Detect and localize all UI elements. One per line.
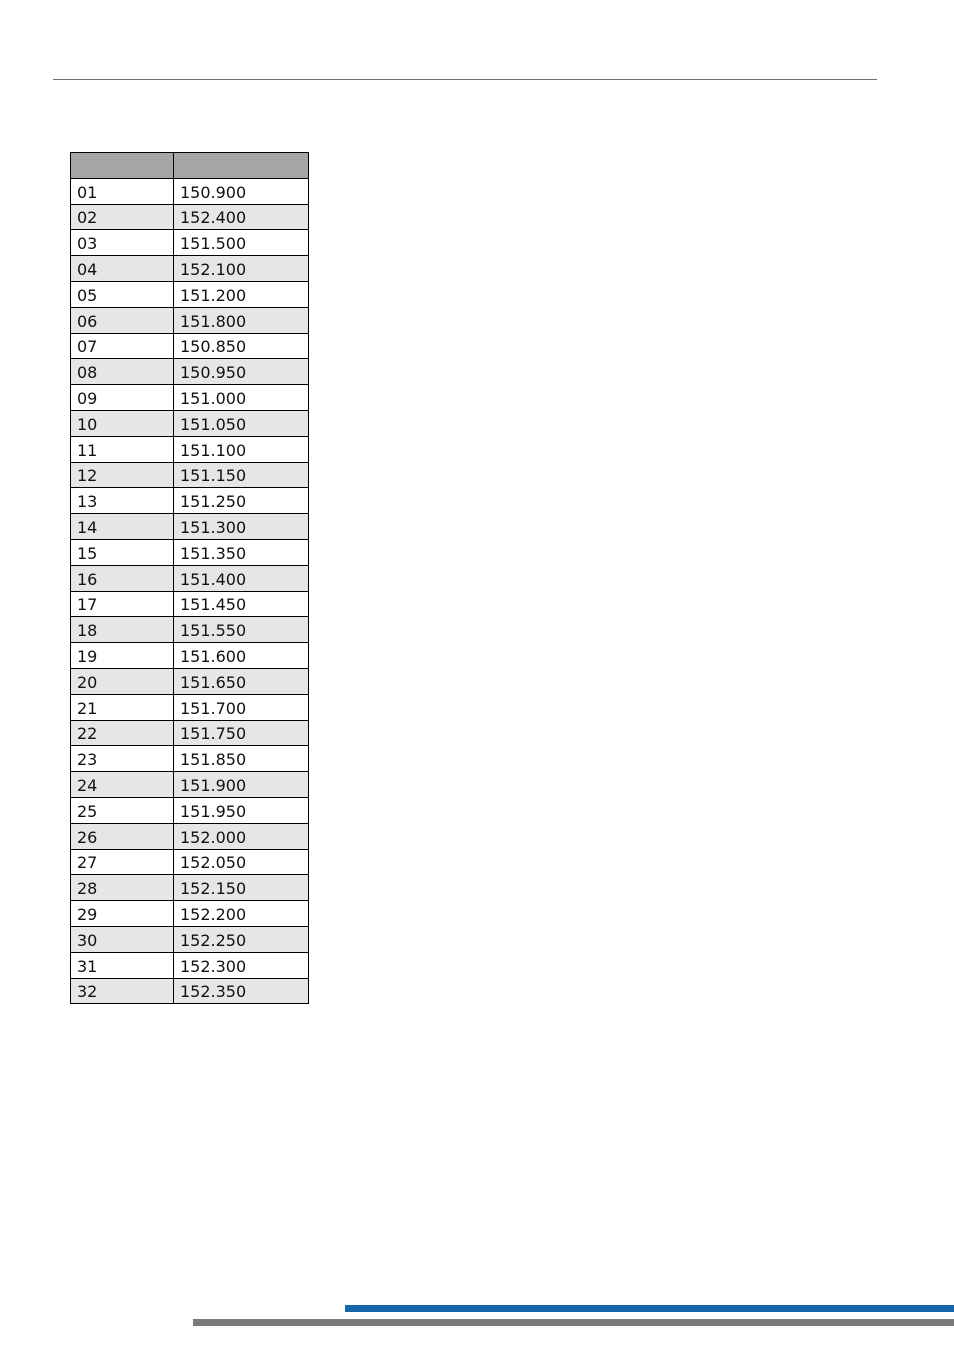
channel-number-cell: 21 [71,694,174,720]
table-row [71,256,309,282]
frequency-cell: 151.400 [174,565,309,591]
table-row [71,849,309,875]
channel-number-cell: 13 [71,488,174,514]
footer-gray-bar [193,1319,954,1326]
channel-number-cell: 22 [71,720,174,746]
table-row [71,410,309,436]
channel-number-cell: 03 [71,230,174,256]
frequency-cell: 151.800 [174,307,309,333]
table-row [71,952,309,978]
channel-number-cell: 16 [71,565,174,591]
frequency-cell: 152.000 [174,823,309,849]
channel-number-cell: 06 [71,307,174,333]
frequency-cell: 151.100 [174,436,309,462]
channel-number-cell: 23 [71,746,174,772]
frequency-cell: 151.550 [174,617,309,643]
table-row [71,385,309,411]
header-divider [53,79,877,80]
frequency-cell: 151.200 [174,281,309,307]
channel-number-cell: 07 [71,333,174,359]
frequency-cell: 151.300 [174,514,309,540]
table-row [71,668,309,694]
table-header-row [71,153,309,179]
channel-number-cell: 04 [71,256,174,282]
frequency-cell: 150.900 [174,178,309,204]
frequency-cell: 151.700 [174,694,309,720]
channel-number-cell: 26 [71,823,174,849]
table-row [71,359,309,385]
channel-number-cell: 15 [71,539,174,565]
column-header-channel [71,153,174,179]
channel-number-cell: 27 [71,849,174,875]
channel-number-cell: 01 [71,178,174,204]
table-row [71,178,309,204]
frequency-cell: 151.150 [174,462,309,488]
frequency-cell: 152.400 [174,204,309,230]
channel-number-cell: 30 [71,926,174,952]
channel-number-cell: 18 [71,617,174,643]
frequency-cell: 150.950 [174,359,309,385]
table-row [71,591,309,617]
channel-number-cell: 28 [71,875,174,901]
table-row [71,926,309,952]
frequency-cell: 151.350 [174,539,309,565]
frequency-cell: 151.950 [174,797,309,823]
channel-number-cell: 17 [71,591,174,617]
table-row [71,307,309,333]
channel-number-cell: 05 [71,281,174,307]
table-row [71,746,309,772]
channel-number-cell: 12 [71,462,174,488]
table-row [71,694,309,720]
table-row [71,204,309,230]
table-row [71,901,309,927]
table-row [71,281,309,307]
table-row [71,462,309,488]
table-row [71,643,309,669]
frequency-cell: 151.250 [174,488,309,514]
frequency-cell: 151.650 [174,668,309,694]
channel-number-cell: 31 [71,952,174,978]
channel-number-cell: 29 [71,901,174,927]
frequency-cell: 152.100 [174,256,309,282]
frequency-cell: 150.850 [174,333,309,359]
channel-number-cell: 20 [71,668,174,694]
channel-number-cell: 32 [71,978,174,1004]
channel-number-cell: 24 [71,772,174,798]
channel-number-cell: 11 [71,436,174,462]
table-row [71,772,309,798]
table-row [71,617,309,643]
table-row [71,720,309,746]
frequency-cell: 151.500 [174,230,309,256]
frequency-cell: 151.900 [174,772,309,798]
channel-number-cell: 14 [71,514,174,540]
table-row [71,333,309,359]
frequency-cell: 152.300 [174,952,309,978]
frequency-cell: 152.200 [174,901,309,927]
frequency-cell: 152.250 [174,926,309,952]
table-body [71,178,309,1004]
frequency-cell: 152.350 [174,978,309,1004]
frequency-cell: 151.850 [174,746,309,772]
table-row [71,565,309,591]
frequency-cell: 151.000 [174,385,309,411]
frequency-cell: 152.050 [174,849,309,875]
channel-number-cell: 19 [71,643,174,669]
frequency-cell: 151.450 [174,591,309,617]
table-row [71,539,309,565]
table-row [71,230,309,256]
frequency-cell: 151.600 [174,643,309,669]
table-row [71,978,309,1004]
channel-number-cell: 09 [71,385,174,411]
channel-number-cell: 02 [71,204,174,230]
footer-accent-bar [345,1305,954,1312]
table-row [71,875,309,901]
table-row [71,436,309,462]
table-row [71,488,309,514]
frequency-cell: 152.150 [174,875,309,901]
channel-number-cell: 25 [71,797,174,823]
channel-number-cell: 10 [71,410,174,436]
table-row [71,823,309,849]
frequency-cell: 151.050 [174,410,309,436]
channel-frequency-table [70,152,309,1004]
column-header-frequency [174,153,309,179]
table-row [71,797,309,823]
channel-number-cell: 08 [71,359,174,385]
frequency-cell: 151.750 [174,720,309,746]
table-row [71,514,309,540]
